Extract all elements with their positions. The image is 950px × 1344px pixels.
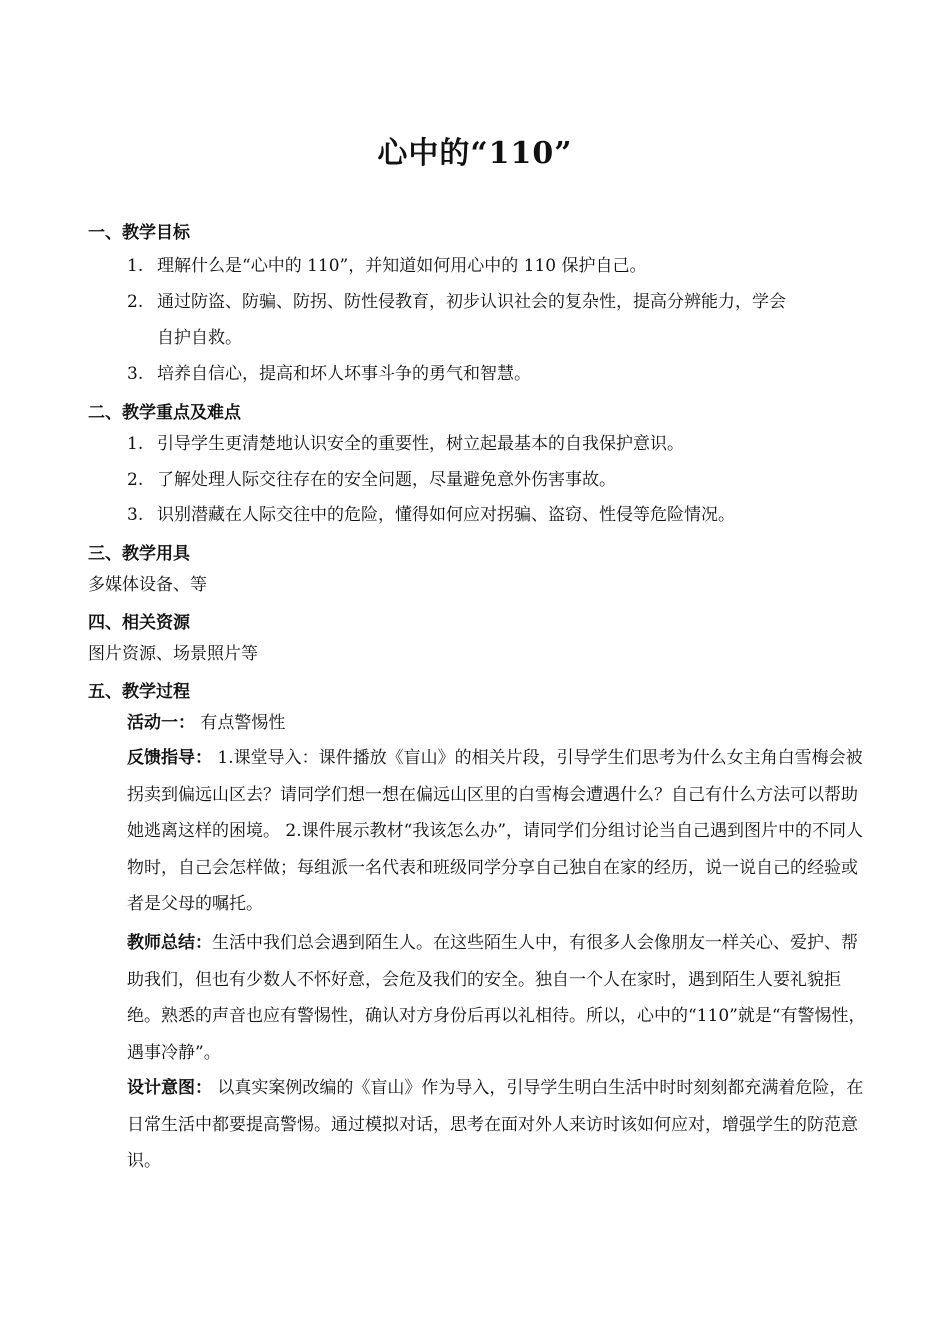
list-item <box>127 497 735 533</box>
feedback-text: 1.课堂导入：课件播放《盲山》的相关片段，引导学生们思考为什么女主角白雪梅会被拐卖到偏远山区去？请同学们想一想在偏远山区里的白雪梅会遭遇什么？自己有什么方法可以帮助她逃离这样的困境。 2.课件展示教材“我该怎么办”，请同学们分组讨论当自己遇到图片中的不同人物时，自己会怎样做；每组派一名代表和班级同学分享自己独自在家的经历，说一说自己的经验或者是父母的嘱托。 <box>127 748 864 914</box>
list-text-continuation: 自护自救。 <box>157 328 242 348</box>
list-text: 了解处理人际交往存在的安全问题，尽量避免意外伤害事故。 <box>157 470 616 490</box>
list-text: 引导学生更清楚地认识安全的重要性，树立起最基本的自我保护意识。 <box>157 434 684 454</box>
design-paragraph <box>127 1070 867 1180</box>
section-heading-key-points: 二、教学重点及难点 <box>88 403 241 423</box>
list-item <box>127 284 786 320</box>
list-number: 3. <box>127 364 144 384</box>
list-number: 2. <box>127 470 144 490</box>
list-text: 通过防盗、防骗、防拐、防性侵教育，初步认识社会的复杂性，提高分辨能力，学会 <box>157 292 786 312</box>
summary-label: 教师总结： <box>127 933 212 953</box>
summary-paragraph <box>127 925 867 1071</box>
section-heading-objectives: 一、教学目标 <box>88 223 190 243</box>
list-item <box>127 356 531 392</box>
list-text: 理解什么是“心中的 110”，并知道如何用心中的 110 保护自己。 <box>157 256 647 276</box>
list-item <box>127 462 616 498</box>
section-heading-resources: 四、相关资源 <box>88 613 190 633</box>
list-text: 培养自信心，提高和坏人坏事斗争的勇气和智慧。 <box>157 364 531 384</box>
section-heading-tools: 三、教学用具 <box>88 544 190 564</box>
feedback-label: 反馈指导： <box>127 748 212 768</box>
page-title: 心中的“110” <box>377 136 573 171</box>
list-item <box>127 426 684 462</box>
list-number: 3. <box>127 505 144 525</box>
activity-title: 有点警惕性 <box>200 713 286 733</box>
section-heading-process: 五、教学过程 <box>88 682 190 702</box>
summary-text: 生活中我们总会遇到陌生人。在这些陌生人中，有很多人会像朋友一样关心、爱护、帮助我们，但也有少数人不怀好意，会危及我们的安全。独自一个人在家时，遇到陌生人要礼貌拒绝。熟悉的声音也应有警惕性，确认对方身份后再以礼相待。所以，心中的“110”就是“有警惕性，遇事冷静”。 <box>127 933 866 1063</box>
list-item <box>127 248 647 284</box>
list-text: 识别潜藏在人际交往中的危险，懂得如何应对拐骗、盗窃、性侵等危险情况。 <box>157 505 735 525</box>
design-label: 设计意图： <box>127 1078 212 1098</box>
list-number: 1. <box>127 434 144 454</box>
list-number: 1. <box>127 256 144 276</box>
section-body-resources: 图片资源、场景照片等 <box>88 644 258 664</box>
activity-line <box>127 705 285 741</box>
activity-label: 活动一： <box>127 713 195 733</box>
design-text: 以真实案例改编的《盲山》作为导入，引导学生明白生活中时时刻刻都充满着危险，在日常生活中都要提高警惕。通过模拟对话，思考在面对外人来访时该如何应对，增强学生的防范意识。 <box>127 1078 864 1171</box>
feedback-paragraph <box>127 740 867 923</box>
section-body-tools: 多媒体设备、等 <box>88 575 207 595</box>
list-number: 2. <box>127 292 144 312</box>
